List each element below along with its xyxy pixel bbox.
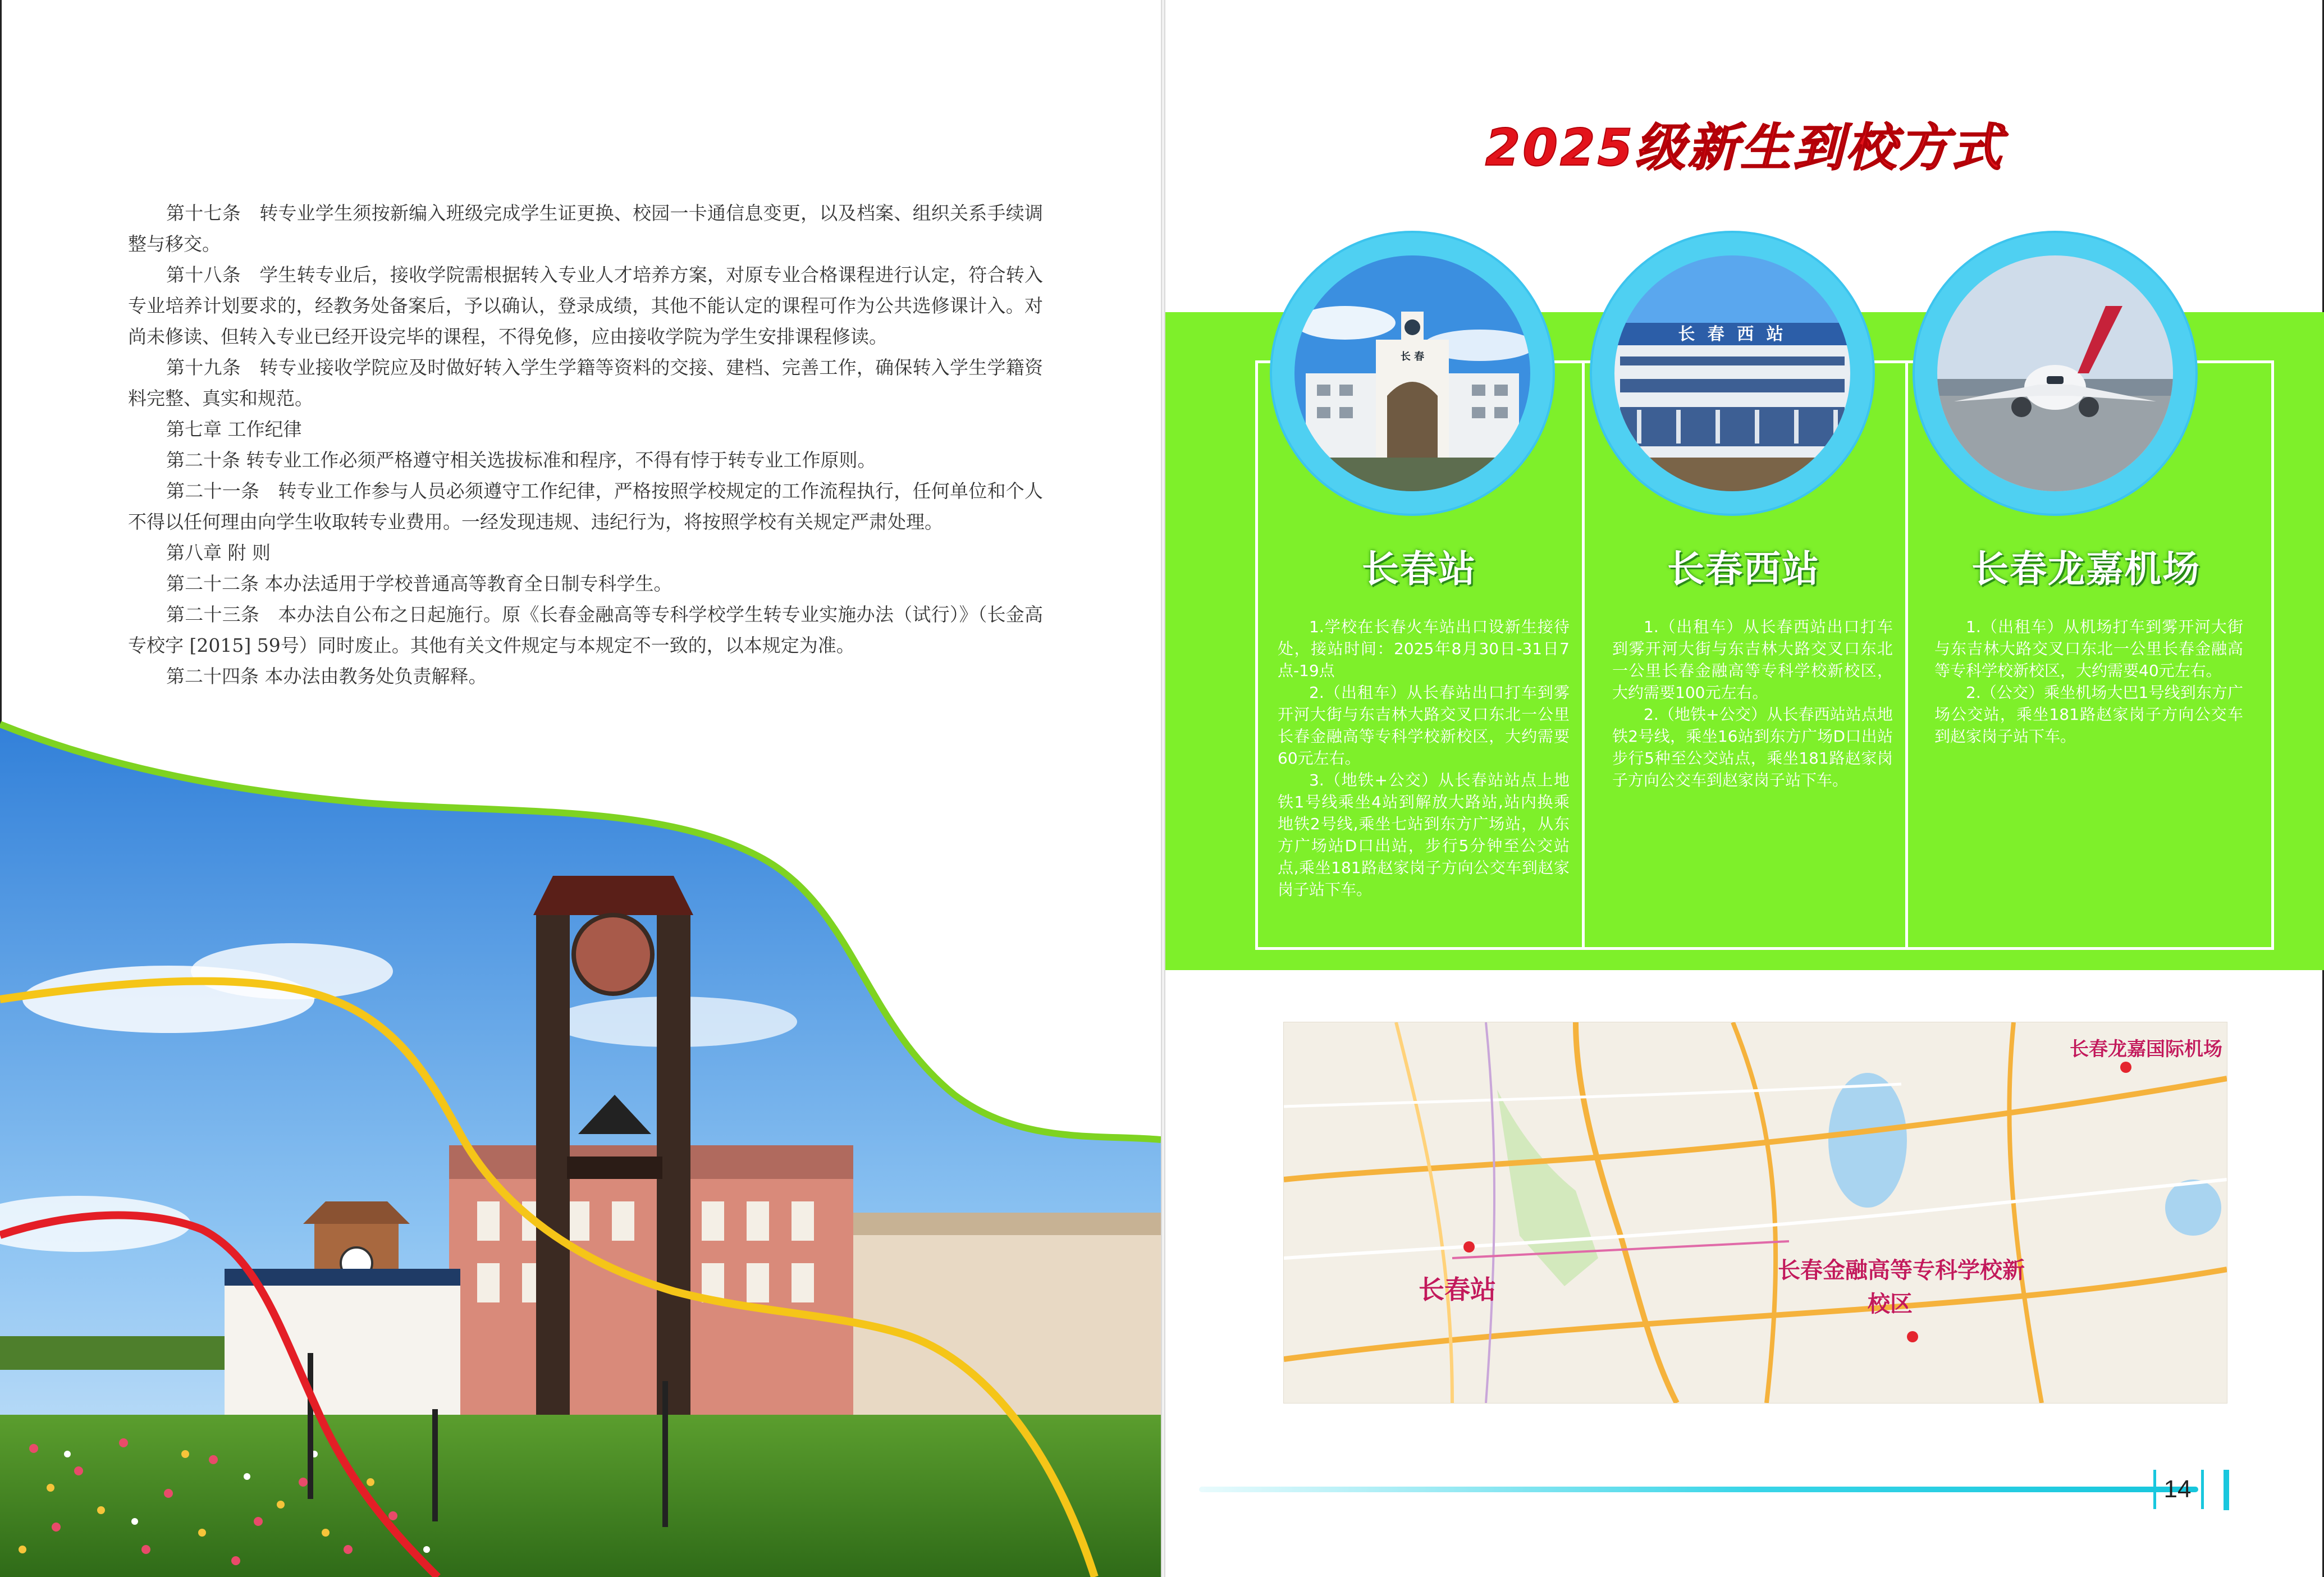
footer-line [1199, 1487, 2198, 1492]
direction-item: 1.学校在长春火车站出口设新生接待处，接站时间：2025年8月30日-31日7点-19点 [1278, 618, 1570, 680]
article-20: 第二十条 转专业工作必须严格遵守相关选拔标准和程序，不得有悖于转专业工作原则。 [166, 449, 876, 471]
changchun-west-directions [1612, 616, 1893, 791]
longjia-airport-directions [1934, 616, 2243, 747]
direction-item: 3.（地铁+公交）从长春站站点上地铁1号线乘坐4站到解放大路站,站内换乘地铁2号线,乘坐七站到东方广场站，从东方广场站D口出站，步行5分钟至公交站点,乘坐181路赵家岗子方向公交车到赵家岗子站下车。 [1278, 771, 1570, 899]
route-map [1283, 1022, 2227, 1404]
direction-item: 1.（出租车）从机场打车到雾开河大街与东吉林大路交叉口东北一公里长春金融高等专科学校新校区，大约需要40元左右。 [1934, 618, 2243, 680]
column-divider [1582, 360, 1585, 950]
article-21: 第二十一条 转专业工作参与人员必须遵守工作纪律，严格按照学校规定的工作流程执行，任何单位和个人不得以任何理由向学生收取转专业费用。一经发现违规、违纪行为，将按照学校有关规定严肃处理。 [128, 480, 1043, 533]
changchun-station-directions [1278, 616, 1570, 901]
right-page [1165, 0, 2324, 1577]
direction-item: 1.（出租车）从长春西站出口打车到雾开河大街与东吉林大路交叉口东北一公里长春金融高等专科学校新校区，大约需要100元左右。 [1612, 618, 1893, 702]
direction-item: 2.（公交）乘坐机场大巴1号线到东方广场公交站，乘坐181路赵家岗子方向公交车到赵家岗子站下车。 [1934, 683, 2243, 746]
article-18: 第十八条 学生转专业后，接收学院需根据转入专业人才培养方案，对原专业合格课程进行认定，符合转入专业培养计划要求的，经教务处备案后，予以确认，登录成绩，其他不能认定的课程可作为公共选修课计入。对尚未修读、但转入专业已经开设完毕的课程，不得免修，应由接收学院为学生安排课程修读。 [128, 264, 1043, 348]
changchun-station-photo [1294, 255, 1530, 491]
map-label-station: 长春站 [1419, 1274, 1496, 1305]
changchun-west-station-photo-frame [1592, 233, 1873, 514]
map-label-campus-line1: 长春金融高等专科学校新 [1778, 1258, 2025, 1283]
chapter-7-heading: 第七章 工作纪律 [166, 418, 302, 440]
chapter-8-heading: 第八章 附 则 [166, 542, 271, 564]
page-number-bar [2224, 1470, 2229, 1510]
column-divider [1905, 360, 1908, 950]
regulation-text [128, 198, 1043, 692]
map-label-airport: 长春龙嘉国际机场 [2070, 1038, 2222, 1061]
station-sign: 长 春 西 站 [1678, 324, 1787, 344]
station-sign: 长 春 [1400, 351, 1425, 363]
left-page [0, 0, 1161, 1577]
campus-photo [0, 707, 1161, 1577]
page-fold [1161, 0, 1165, 1577]
page-title: 2025级新生到校方式 [1485, 118, 2005, 177]
article-22: 第二十二条 本办法适用于学校普通高等教育全日制专科学生。 [166, 573, 673, 595]
longjia-airport-photo-frame [1915, 233, 2195, 514]
article-19: 第十九条 转专业接收学院应及时做好转入学生学籍等资料的交接、建档、完善工作，确保转入学生学籍资料完整、真实和规范。 [128, 356, 1043, 409]
direction-item: 2.（出租车）从长春站出口打车到雾开河大街与东吉林大路交叉口东北一公里长春金融高等专科学校新校区，大约需要60元左右。 [1278, 683, 1570, 767]
changchun-west-station-photo [1614, 255, 1850, 491]
page-number: 14 [2163, 1475, 2192, 1503]
changchun-station-photo-frame [1272, 233, 1553, 514]
col-title-changchun-station: 长春站 [1362, 547, 1476, 591]
direction-item: 2.（地铁+公交）从长春西站站点地铁2号线，乘坐16站到东方广场D口出站步行5种至公交站点，乘坐181路赵家岗子方向公交车到赵家岗子站下车。 [1612, 705, 1893, 789]
col-title-longjia-airport: 长春龙嘉机场 [1971, 547, 2201, 591]
article-17: 第十七条 转专业学生须按新编入班级完成学生证更换、校园一卡通信息变更，以及档案、组织关系手续调整与移交。 [128, 202, 1043, 255]
article-23: 第二十三条 本办法自公布之日起施行。原《长春金融高等专科学校学生转专业实施办法（试行）》（长金高专校字 [2015] 59号）同时废止。其他有关文件规定与本规定不一致的，以本规定为准。 [128, 604, 1043, 656]
longjia-airport-photo [1937, 255, 2173, 491]
article-24: 第二十四条 本办法由教务处负责解释。 [166, 665, 487, 687]
map-label-campus-line2: 校区 [1868, 1291, 1913, 1317]
col-title-changchun-west: 长春西站 [1667, 547, 1820, 591]
